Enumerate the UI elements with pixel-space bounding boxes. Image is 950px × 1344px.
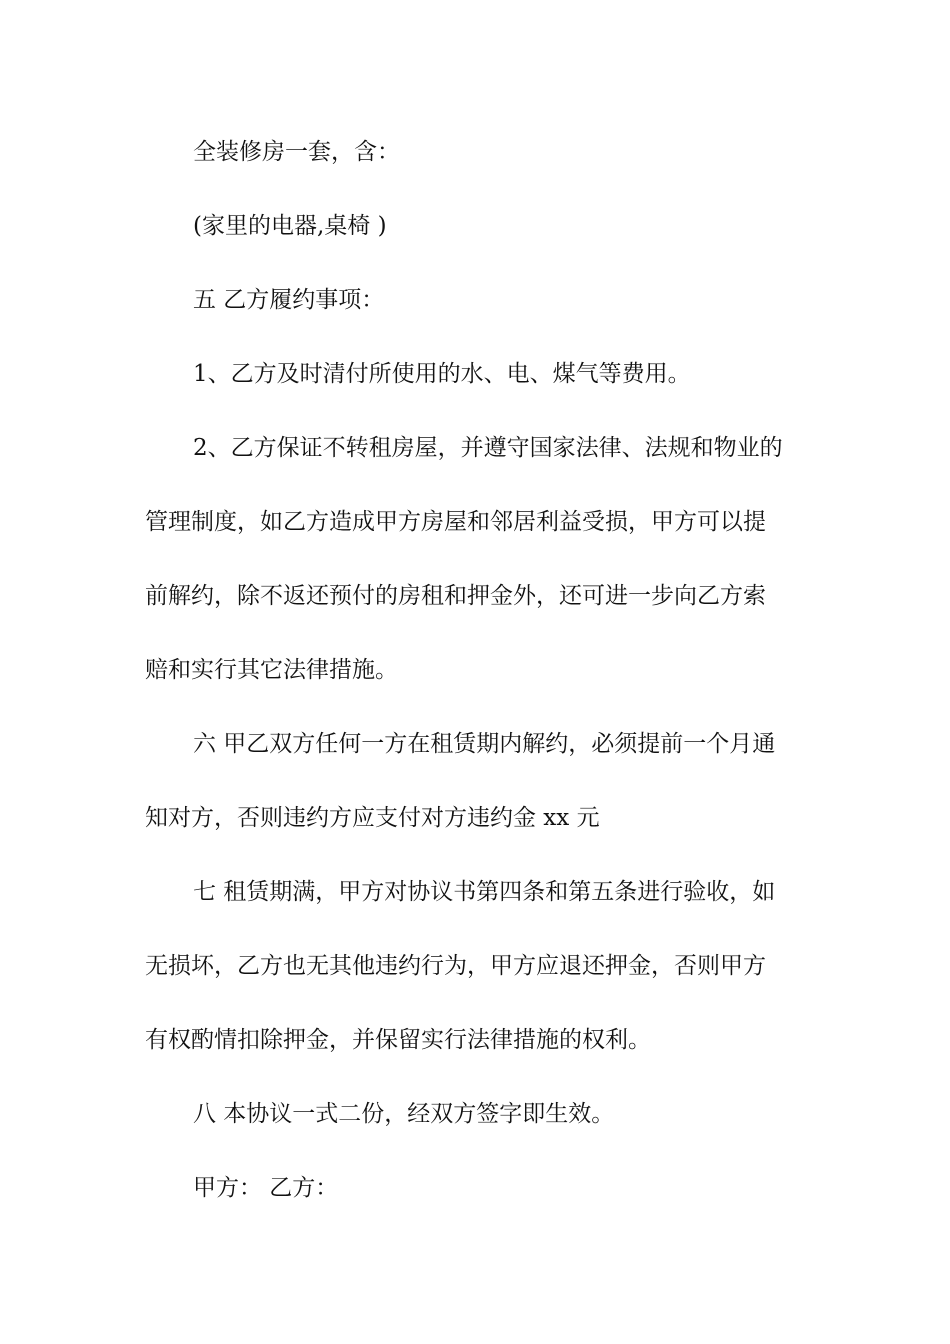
clause-five-item-1: 1、乙方及时清付所使用的水、电、煤气等费用。: [193, 361, 691, 387]
section-seven-line-3: 有权酌情扣除押金，并保留实行法律措施的权利。: [145, 1027, 651, 1053]
section-six-line-1: 六 甲乙双方任何一方在租赁期内解约，必须提前一个月通: [193, 731, 776, 757]
section-five-heading: 五 乙方履约事项：: [193, 287, 385, 313]
section-seven-line-2: 无损坏，乙方也无其他违约行为，甲方应退还押金，否则甲方: [145, 953, 766, 979]
clause-five-item-2-line-2: 管理制度，如乙方造成甲方房屋和邻居利益受损，甲方可以提: [145, 509, 766, 535]
section-eight: 八 本协议一式二份，经双方签字即生效。: [193, 1101, 615, 1127]
text-line-furnished-house: 全装修房一套，含：: [193, 139, 400, 165]
clause-five-item-2-line-1: 2、乙方保证不转租房屋，并遵守国家法律、法规和物业的: [193, 435, 783, 461]
clause-five-item-2-line-3: 前解约，除不返还预付的房租和押金外，还可进一步向乙方索: [145, 583, 766, 609]
section-six-line-2: 知对方，否则违约方应支付对方违约金 xx 元: [145, 805, 600, 831]
text-line-appliances: (家里的电器,桌椅 ): [193, 213, 387, 239]
section-seven-line-1: 七 租赁期满，甲方对协议书第四条和第五条进行验收，如: [193, 879, 776, 905]
signature-line: 甲方： 乙方：: [193, 1175, 339, 1201]
clause-five-item-2-line-4: 赔和实行其它法律措施。: [145, 657, 398, 683]
